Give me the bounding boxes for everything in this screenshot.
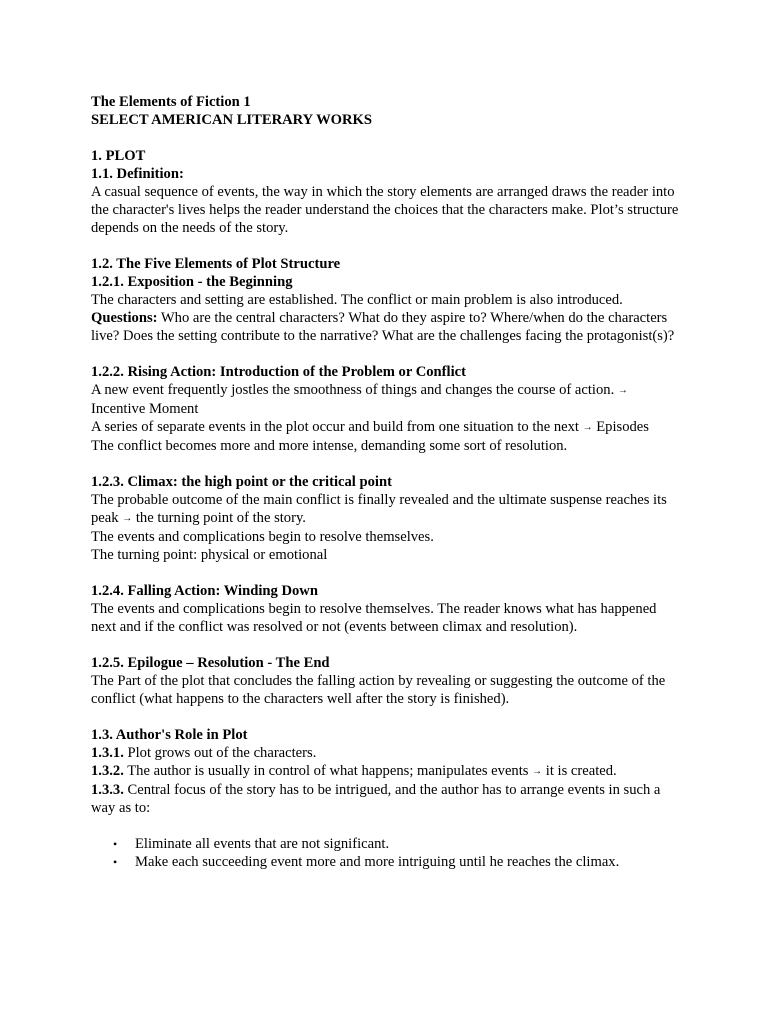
definition-text: A casual sequence of events, the way in which the story elements are arranged draws the reader into the character's lives helps the reader understand the choices that the characters make. Plot’s structure depends on the needs of the story. (91, 184, 679, 236)
rising-action-line-2: A series of separate events in the plot occur and build from one situation to the next → Episodes (91, 419, 649, 435)
falling-action-text: The events and complications begin to resolve themselves. The reader knows what has happened next and if the conflict was resolved or not (events between climax and resolution). (91, 601, 657, 635)
epilogue-text: The Part of the plot that concludes the falling action by revealing or suggesting the outcome of the conflict (what happens to the characters well after the story is finished). (91, 673, 666, 707)
section-plot-heading: 1. PLOT (91, 148, 146, 164)
bullet-icon: • (113, 837, 118, 851)
five-elements-heading: 1.2. The Five Elements of Plot Structure (91, 256, 341, 272)
document-subtitle: SELECT AMERICAN LITERARY WORKS (91, 112, 373, 128)
author-role-heading: 1.3. Author's Role in Plot (91, 727, 248, 743)
exposition-heading: 1.2.1. Exposition - the Beginning (91, 274, 293, 290)
climax-line-2: The events and complications begin to resolve themselves. (91, 529, 434, 545)
climax-line-1: The probable outcome of the main conflict is finally revealed and the ultimate suspense reaches its peak → the turning point of the story. (91, 492, 667, 526)
exposition-text: The characters and setting are established. The conflict or main problem is also introduced. (91, 292, 623, 308)
climax-heading: 1.2.3. Climax: the high point or the critical point (91, 474, 392, 490)
author-point-1: 1.3.1. Plot grows out of the characters. (91, 745, 317, 761)
document-page (91, 93, 681, 871)
bullet-icon: • (113, 855, 118, 869)
definition-heading: 1.1. Definition: (91, 166, 184, 182)
arrow-icon: → (532, 766, 543, 777)
epilogue-heading: 1.2.5. Epilogue – Resolution - The End (91, 655, 330, 671)
rising-action-line-1: A new event frequently jostles the smoothness of things and changes the course of action. → Incentive Moment (91, 382, 628, 417)
list-item: • Eliminate all events that are not significant. (113, 836, 390, 852)
list-item: • Make each succeeding event more and more intriguing until he reaches the climax. (113, 854, 620, 870)
author-point-3: 1.3.3. Central focus of the story has to be intrigued, and the author has to arrange events in such a way as to: (91, 782, 661, 816)
author-point-2: 1.3.2. The author is usually in control of what happens; manipulates events → it is created. (91, 763, 617, 779)
arrow-icon: → (122, 513, 133, 524)
climax-line-3: The turning point: physical or emotional (91, 547, 328, 563)
rising-action-line-3: The conflict becomes more and more intense, demanding some sort of resolution. (91, 438, 568, 454)
questions-label: Questions: (91, 310, 158, 326)
rising-action-heading: 1.2.2. Rising Action: Introduction of the Problem or Conflict (91, 364, 466, 380)
questions-text: Who are the central characters? What do they aspire to? Where/when do the characters live? Does the setting contribute to the narrative? What are the challenges facing the protagonist(s)? (91, 310, 675, 344)
arrow-icon: → (617, 385, 628, 396)
author-bullet-list (91, 835, 681, 871)
document-title: The Elements of Fiction 1 (91, 94, 251, 110)
exposition-questions (91, 309, 681, 345)
arrow-icon: → (582, 422, 593, 433)
falling-action-heading: 1.2.4. Falling Action: Winding Down (91, 583, 318, 599)
